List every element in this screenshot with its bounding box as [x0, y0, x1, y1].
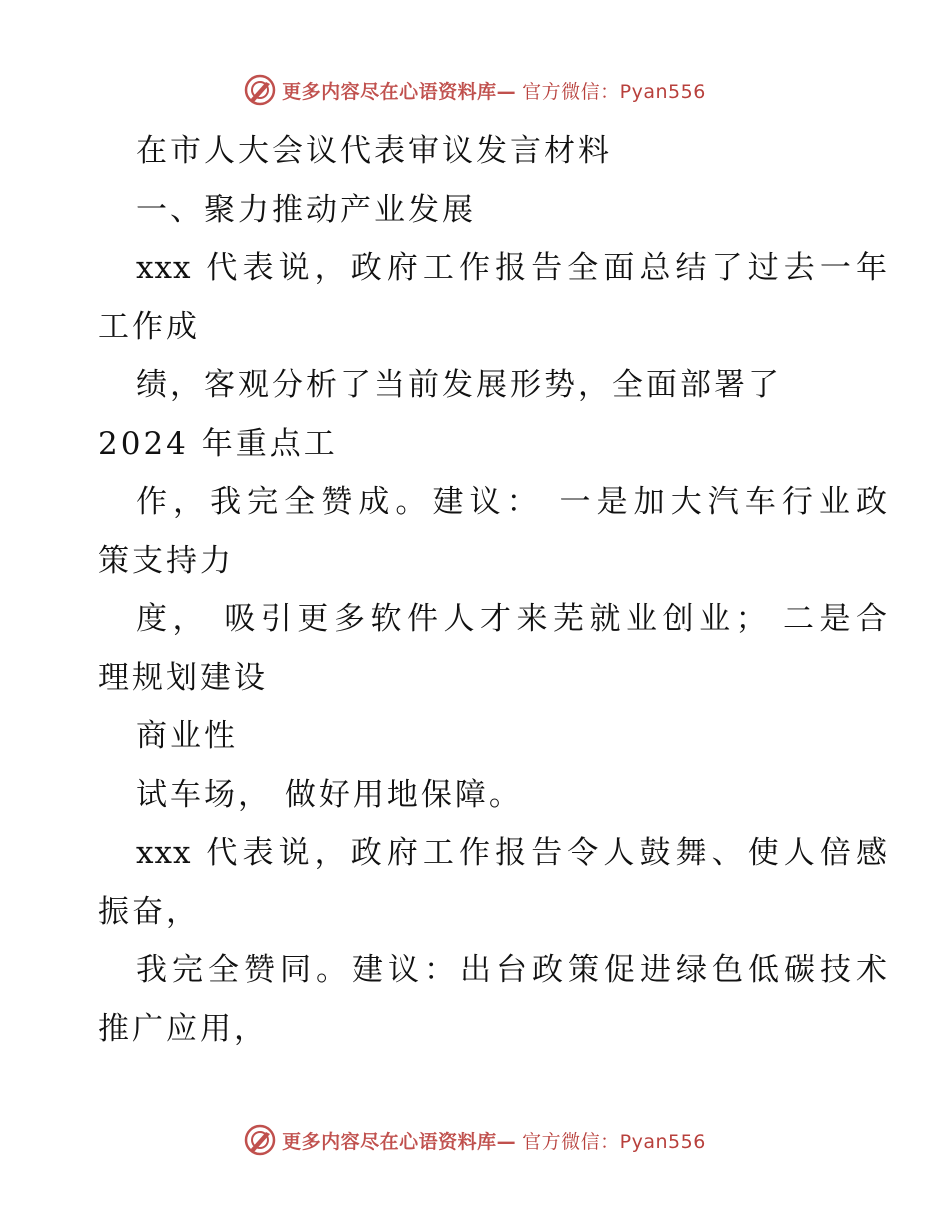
- paragraph-line: 振奋，: [98, 893, 200, 930]
- watermark-banner-top: [0, 70, 950, 110]
- paragraph-line: 我完全赞同。建议：出台政策促进绿色低碳技术: [136, 952, 888, 988]
- section-heading: 一、聚力推动产业发展: [136, 191, 476, 228]
- watermark-banner-bottom: [0, 1120, 950, 1160]
- pen-logo-icon: [244, 74, 276, 106]
- document-body: [98, 122, 888, 1058]
- watermark-text: 更多内容尽在心语资料库—: [282, 1130, 517, 1153]
- paragraph-line: 策支持力: [98, 542, 234, 579]
- paragraph-line: 推广应用，: [98, 1010, 268, 1047]
- paragraph-line: 商业性: [136, 718, 238, 754]
- paragraph-line: 理规划建设: [98, 659, 268, 696]
- watermark-wechat: 官方微信：Pyan556: [522, 1130, 706, 1153]
- watermark-text: 更多内容尽在心语资料库—: [282, 80, 517, 103]
- paragraph-line: 作，我完全赞成。建议： 一是加大汽车行业政: [136, 484, 888, 520]
- paragraph-line: 绩，客观分析了当前发展形势，全面部署了: [136, 367, 782, 403]
- paragraph-line: 度， 吸引更多软件人才来芜就业创业； 二是合: [136, 601, 888, 637]
- paragraph-line: xxx 代表说，政府工作报告令人鼓舞、使人倍感: [136, 835, 888, 871]
- document-title: 在市人大会议代表审议发言材料: [136, 133, 612, 169]
- paragraph-line: 工作成: [98, 308, 200, 345]
- paragraph-line: xxx 代表说，政府工作报告全面总结了过去一年: [136, 250, 888, 286]
- watermark-wechat: 官方微信：Pyan556: [522, 80, 706, 103]
- paragraph-line: 2024 年重点工: [98, 425, 338, 462]
- paragraph-line: 试车场， 做好用地保障。: [136, 776, 523, 813]
- pen-logo-icon: [244, 1124, 276, 1156]
